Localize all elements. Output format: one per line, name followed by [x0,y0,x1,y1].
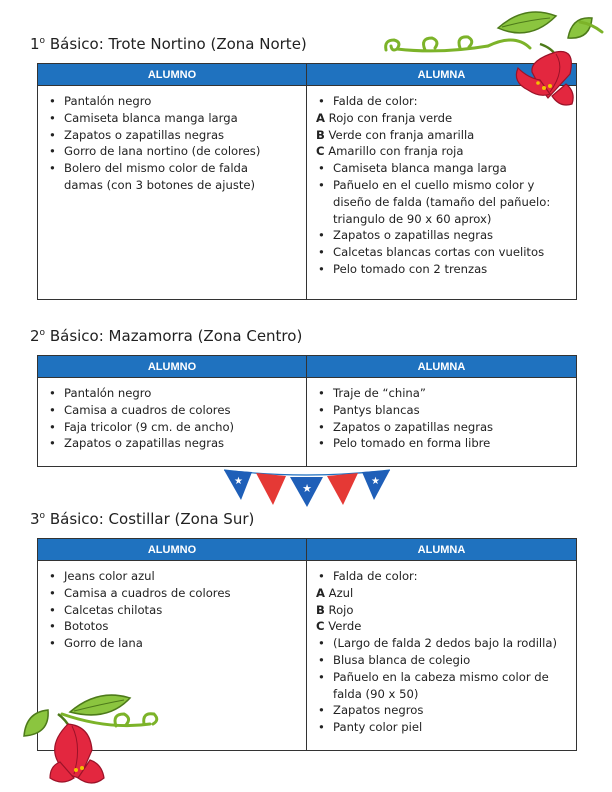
list-item [47,110,302,127]
item-text: Blusa blanca de colegio [333,652,471,667]
item-text: Zapatos o zapatillas negras [333,228,494,243]
option-letter: B [316,602,325,617]
column-header-alumna: ALUMNA [307,539,577,561]
list-item [47,177,302,194]
list-item [47,93,302,110]
list-item [47,143,302,160]
item-text: Jeans color azul [64,569,155,583]
list-item [316,194,572,211]
list-item [47,585,302,602]
item-text: Camisa a cuadros de colores [64,402,231,417]
option-text: Rojo [324,602,354,617]
list-item [316,652,572,669]
section-2-title [30,327,302,345]
list-item [316,244,572,261]
item-text: Pantalón negro [64,386,152,400]
svg-text:★: ★ [371,476,380,487]
item-text: Falda de color: [333,94,418,108]
list-item [316,385,572,402]
option-text: Rojo con franja verde [324,110,453,125]
option-letter: A [316,585,325,600]
item-text: damas (con 3 botones de ajuste) [64,177,256,192]
alumna-list [316,93,572,278]
column-header-alumna: ALUMNA [307,356,577,378]
list-item [316,669,572,686]
list-item [316,143,572,160]
item-text: Zapatos negros [333,703,424,718]
item-text: Zapatos o zapatillas negras [333,419,494,434]
list-item [47,435,302,452]
copihue-flower-bottom-icon [18,690,168,790]
item-text: Camisa a cuadros de colores [64,585,231,600]
section-3-title [30,510,254,528]
item-text: Calcetas chilotas [64,602,163,617]
section-1-title [30,35,307,53]
list-item [316,719,572,736]
alumna-list [316,385,572,452]
list-item [316,127,572,144]
alumno-cell [38,86,307,300]
list-item [316,618,572,635]
grade-number: 2 [30,327,40,345]
column-header-alumno: ALUMNO [38,356,307,378]
list-item [47,160,302,177]
list-item [316,568,572,585]
list-item [316,585,572,602]
alumna-cell [307,561,577,751]
list-item [47,419,302,436]
option-letter: C [316,619,325,634]
section-title-text: Básico: Mazamorra (Zona Centro) [49,327,303,345]
list-item [316,419,572,436]
list-item [47,602,302,619]
grade-number: 3 [30,510,40,528]
degree-sign: o [39,328,46,338]
item-text: Camiseta blanca manga larga [64,110,238,125]
list-item [316,160,572,177]
alumno-list [47,385,302,452]
item-text: (Largo de falda 2 dedos bajo la rodilla) [333,636,557,651]
item-text: Pañuelo en la cabeza mismo color de [333,669,549,684]
item-text: Pelo tomado con 2 trenzas [333,261,488,276]
alumno-cell [38,378,307,467]
item-text: Faja tricolor (9 cm. de ancho) [64,419,235,434]
alumno-list [47,93,302,194]
alumna-cell [307,378,577,467]
list-item [316,402,572,419]
option-text: Amarillo con franja roja [324,144,464,159]
list-item [316,211,572,228]
option-text: Verde con franja amarilla [324,127,475,142]
item-text: Falda de color: [333,569,418,583]
item-text: Camiseta blanca manga larga [333,161,507,176]
list-item [47,618,302,635]
option-letter: C [316,144,325,159]
item-text: Bototos [64,619,109,634]
section-title-text: Básico: Trote Nortino (Zona Norte) [49,35,307,53]
degree-sign: o [39,36,46,46]
column-header-alumna: ALUMNA [307,64,577,86]
alumna-list [316,568,572,736]
list-item [47,385,302,402]
grade-number: 1 [30,35,40,53]
item-text: Bolero del mismo color de falda [64,161,248,176]
item-text: falda (90 x 50) [333,686,419,701]
list-item [47,127,302,144]
column-header-alumno: ALUMNO [38,64,307,86]
alumno-list [47,568,302,652]
item-text: Pañuelo en el cuello mismo color y [333,177,535,192]
list-item [316,602,572,619]
svg-text:★: ★ [302,482,312,495]
item-text: Zapatos o zapatillas negras [64,436,225,451]
list-item [316,110,572,127]
list-item [316,227,572,244]
copihue-flower-icon [380,8,605,108]
list-item [316,177,572,194]
item-text: Panty color piel [333,720,423,735]
item-text: Traje de “china” [333,386,426,400]
list-item [316,635,572,652]
item-text: triangulo de 90 x 60 aprox) [333,211,492,226]
item-text: Pelo tomado en forma libre [333,436,491,451]
list-item [47,402,302,419]
item-text: Gorro de lana nortino (de colores) [64,144,261,159]
alumna-cell [307,86,577,300]
item-text: Zapatos o zapatillas negras [64,127,225,142]
option-text: Azul [324,585,354,600]
list-item [316,261,572,278]
option-text: Verde [324,619,362,634]
list-item [316,435,572,452]
section-2-table [37,355,577,467]
section-title-text: Básico: Costillar (Zona Sur) [49,510,255,528]
degree-sign: o [39,511,46,521]
item-text: Pantys blancas [333,402,420,417]
item-text: Calcetas blancas cortas con vuelitos [333,245,545,260]
list-item [316,702,572,719]
list-item [47,635,302,652]
bunting-flags-icon [222,466,392,510]
item-text: Pantalón negro [64,94,152,108]
svg-text:★: ★ [234,476,243,487]
option-letter: A [316,110,325,125]
list-item [316,686,572,703]
item-text: diseño de falda (tamaño del pañuelo: [333,194,551,209]
list-item [47,568,302,585]
option-letter: B [316,127,325,142]
column-header-alumno: ALUMNO [38,539,307,561]
item-text: Gorro de lana [64,636,143,651]
